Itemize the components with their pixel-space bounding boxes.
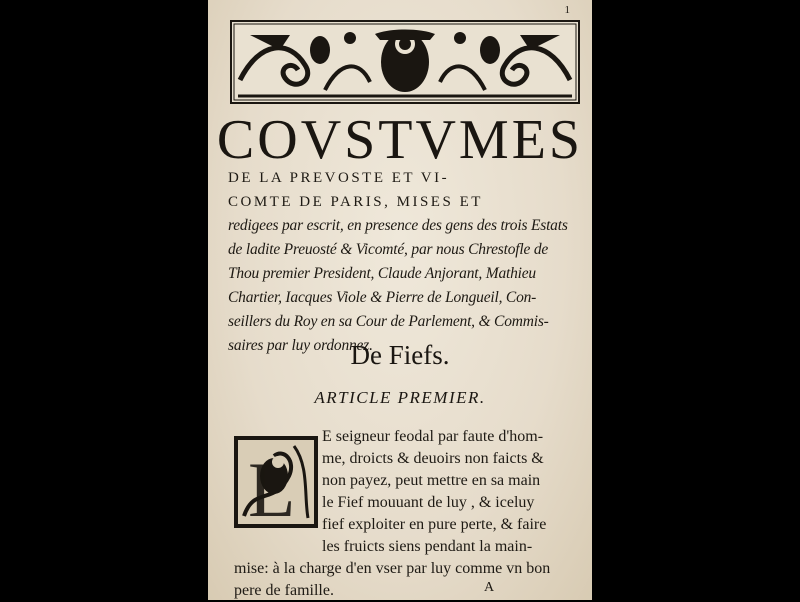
intro-line: Chartier, Iacques Viole & Pierre de Longueil, Con- (228, 289, 537, 306)
section-heading: De Fiefs. (350, 340, 450, 370)
body-line: pere de famille. (234, 582, 334, 599)
intro-line: seillers du Roy en sa Cour de Parlement, & Commis- (228, 313, 549, 330)
body-line: me, droicts & deuoirs non faicts & (322, 450, 544, 467)
title-subtitle (228, 166, 578, 358)
intro-line: saires par luy ordonnez. (228, 337, 373, 354)
body-line: non payez, peut mettre en sa main (322, 472, 541, 489)
article-heading: ARTICLE PREMIER. (314, 388, 486, 407)
body-line: fief exploiter en pure perte, & faire (322, 516, 547, 533)
page-number: 1 (564, 4, 570, 16)
ornamental-headpiece (230, 20, 580, 104)
book-page (208, 0, 592, 600)
drop-cap-letter: L (248, 446, 296, 528)
decorated-initial (234, 436, 318, 528)
signature-mark: A (484, 580, 495, 595)
body-line: E seigneur feodal par faute d'hom- (322, 428, 544, 445)
body-line: mise: à la charge d'en vser par luy comme vn bon (234, 560, 551, 577)
intro-line: redigees par escrit, en presence des gens des trois Estats (228, 217, 568, 234)
intro-line: de ladite Preuosté & Vicomté, par nous Chrestofle de (228, 241, 549, 258)
page-title: COVSTVMES (216, 109, 584, 171)
intro-line: DE LA PREVOSTE ET VI- (228, 170, 450, 186)
intro-line: COMTE DE PARIS, MISES ET (228, 194, 483, 210)
body-line: le Fief mouuant de luy , & iceluy (322, 494, 535, 511)
body-line: les fruicts siens pendant la main- (322, 538, 533, 555)
intro-line: Thou premier President, Claude Anjorant, Mathieu (228, 265, 536, 282)
